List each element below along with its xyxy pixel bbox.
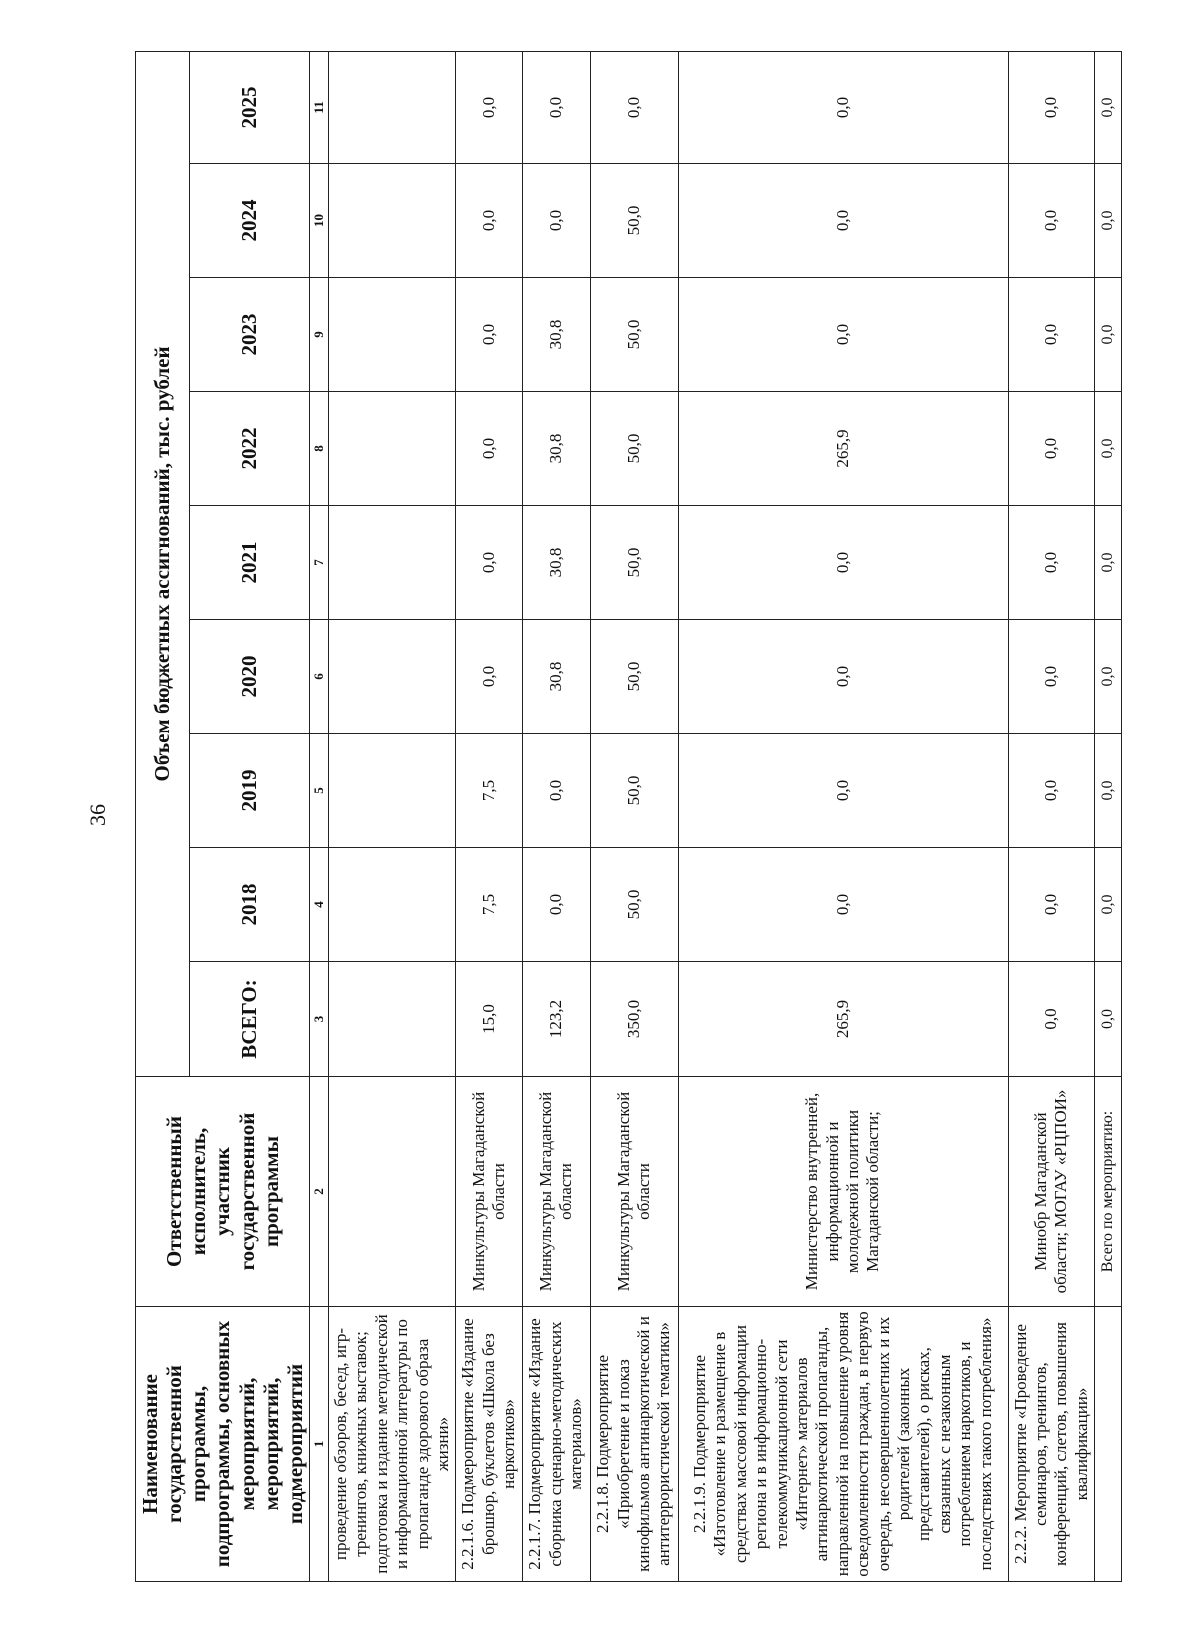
row-name: 2.2.1.9. Подмероприятие «Изготовление и размещение в средствах массовой информации региона и в информационно-телекоммуникационной сети «Интернет» материалов антинаркотической пропаганды, направленной на повышение уровня осведомленности граждан, в первую очередь, несовершеннолетних и их родителей (законных представителей), о рисках, связанных с незаконным потреблением наркотиков, и последствиях такого потребления» (678, 1307, 1008, 1582)
row-value: 50,0 (590, 506, 678, 620)
row-value: 0,0 (678, 848, 1008, 962)
row-value: 50,0 (590, 278, 678, 392)
column-number: 1 (309, 1307, 328, 1582)
column-number: 3 (309, 962, 328, 1077)
header-executor-column: Ответственный исполнитель, участник государственной программы (136, 1077, 310, 1307)
row-executor: Минкультуры Магаданской области (522, 1077, 590, 1307)
total-row-blank (1095, 1307, 1122, 1582)
row-value: 0,0 (1008, 848, 1095, 962)
row-value: 7,5 (456, 848, 522, 962)
total-value: 0,0 (1095, 620, 1122, 734)
row-value: 50,0 (590, 620, 678, 734)
row-value: 0,0 (678, 506, 1008, 620)
row-value: 7,5 (456, 734, 522, 848)
table-row (328, 51, 455, 1581)
row-value (328, 278, 455, 392)
row-value: 0,0 (678, 734, 1008, 848)
row-value (328, 734, 455, 848)
row-name: 2.2.1.8. Подмероприятие «Приобретение и показ кинофильмов антинаркотической и антитеррористической тематики» (590, 1307, 678, 1582)
header-budget-group: Объем бюджетных ассигнований, тыс. рублей (136, 51, 190, 1076)
row-value: 0,0 (522, 848, 590, 962)
row-value (328, 51, 455, 163)
header-year: 2023 (189, 278, 309, 392)
row-executor (328, 1077, 455, 1307)
row-value: 0,0 (678, 51, 1008, 163)
row-value: 0,0 (456, 392, 522, 506)
total-value: 0,0 (1095, 164, 1122, 278)
budget-table-sheet (135, 52, 1117, 1582)
row-value: 0,0 (1008, 51, 1095, 163)
row-value: 30,8 (522, 392, 590, 506)
row-name: 2.2.1.6. Подмероприятие «Издание брошюр, буклетов «Школа без наркотиков» (456, 1307, 522, 1582)
row-value: 30,8 (522, 620, 590, 734)
column-number: 7 (309, 506, 328, 620)
row-value (328, 164, 455, 278)
column-number: 8 (309, 392, 328, 506)
total-row (1095, 51, 1122, 1581)
row-value: 15,0 (456, 962, 522, 1077)
row-value: 0,0 (1008, 506, 1095, 620)
row-value: 50,0 (590, 164, 678, 278)
header-year: 2020 (189, 620, 309, 734)
row-value: 0,0 (1008, 392, 1095, 506)
row-value: 0,0 (1008, 962, 1095, 1077)
column-number: 6 (309, 620, 328, 734)
total-row-label: Всего по мероприятию: (1095, 1077, 1122, 1307)
column-number-row (309, 51, 328, 1581)
row-value: 0,0 (522, 734, 590, 848)
row-value: 265,9 (678, 962, 1008, 1077)
header-year: 2024 (189, 164, 309, 278)
column-number: 9 (309, 278, 328, 392)
row-value: 0,0 (522, 164, 590, 278)
row-value: 265,9 (678, 392, 1008, 506)
row-value: 50,0 (590, 734, 678, 848)
row-name: 2.2.2. Мероприятие «Проведение семинаров, тренингов, конференций, слетов, повышения квалификации» (1008, 1307, 1095, 1582)
budget-table (135, 51, 1122, 1582)
total-value: 0,0 (1095, 848, 1122, 962)
row-value: 0,0 (1008, 164, 1095, 278)
row-value: 0,0 (1008, 734, 1095, 848)
row-name: 2.2.1.7. Подмероприятие «Издание сборника сценарно-методических материалов» (522, 1307, 590, 1582)
column-number: 10 (309, 164, 328, 278)
header-year: 2025 (189, 51, 309, 163)
row-executor: Минкультуры Магаданской области (456, 1077, 522, 1307)
header-total: ВСЕГО: (189, 962, 309, 1077)
row-value: 0,0 (1008, 278, 1095, 392)
header-year: 2021 (189, 506, 309, 620)
total-value: 0,0 (1095, 392, 1122, 506)
table-row (456, 51, 522, 1581)
table-row (590, 51, 678, 1581)
table-row (1008, 51, 1095, 1581)
table-row (678, 51, 1008, 1581)
row-value: 30,8 (522, 506, 590, 620)
row-value: 50,0 (590, 392, 678, 506)
row-value (328, 392, 455, 506)
column-number: 11 (309, 51, 328, 163)
row-value: 0,0 (678, 620, 1008, 734)
row-value: 0,0 (1008, 620, 1095, 734)
row-executor: Минкультуры Магаданской области (590, 1077, 678, 1307)
row-value: 0,0 (456, 278, 522, 392)
row-value: 30,8 (522, 278, 590, 392)
total-value: 0,0 (1095, 506, 1122, 620)
total-value: 0,0 (1095, 278, 1122, 392)
header-year: 2019 (189, 734, 309, 848)
row-value: 0,0 (456, 506, 522, 620)
column-number: 4 (309, 848, 328, 962)
row-value (328, 962, 455, 1077)
row-executor: Министерство внутренней, информационной и молодежной политики Магаданской области; (678, 1077, 1008, 1307)
row-value: 0,0 (678, 164, 1008, 278)
total-value: 0,0 (1095, 962, 1122, 1077)
row-value: 123,2 (522, 962, 590, 1077)
column-number: 2 (309, 1077, 328, 1307)
row-executor: Минобр Магаданской области; МОГАУ «РЦПОИ» (1008, 1077, 1095, 1307)
row-name: проведение обзоров, бесед, игр-тренингов, книжных выставок; подготовка и издание методической и информационной литературы по пропаганде здорового образа жизни» (328, 1307, 455, 1582)
table-row (522, 51, 590, 1581)
row-value (328, 848, 455, 962)
row-value: 0,0 (456, 164, 522, 278)
row-value: 0,0 (590, 51, 678, 163)
row-value: 50,0 (590, 848, 678, 962)
row-value: 0,0 (456, 620, 522, 734)
row-value: 0,0 (522, 51, 590, 163)
header-year: 2018 (189, 848, 309, 962)
header-year: 2022 (189, 392, 309, 506)
total-value: 0,0 (1095, 734, 1122, 848)
row-value (328, 506, 455, 620)
total-value: 0,0 (1095, 51, 1122, 163)
row-value: 0,0 (678, 278, 1008, 392)
page-number: 36 (85, 804, 110, 826)
row-value (328, 620, 455, 734)
row-value: 0,0 (456, 51, 522, 163)
column-number: 5 (309, 734, 328, 848)
header-name-column: Наименование государственной программы, подпрограммы, основных мероприятий, мероприятий, подмероприятий (136, 1307, 310, 1582)
row-value: 350,0 (590, 962, 678, 1077)
